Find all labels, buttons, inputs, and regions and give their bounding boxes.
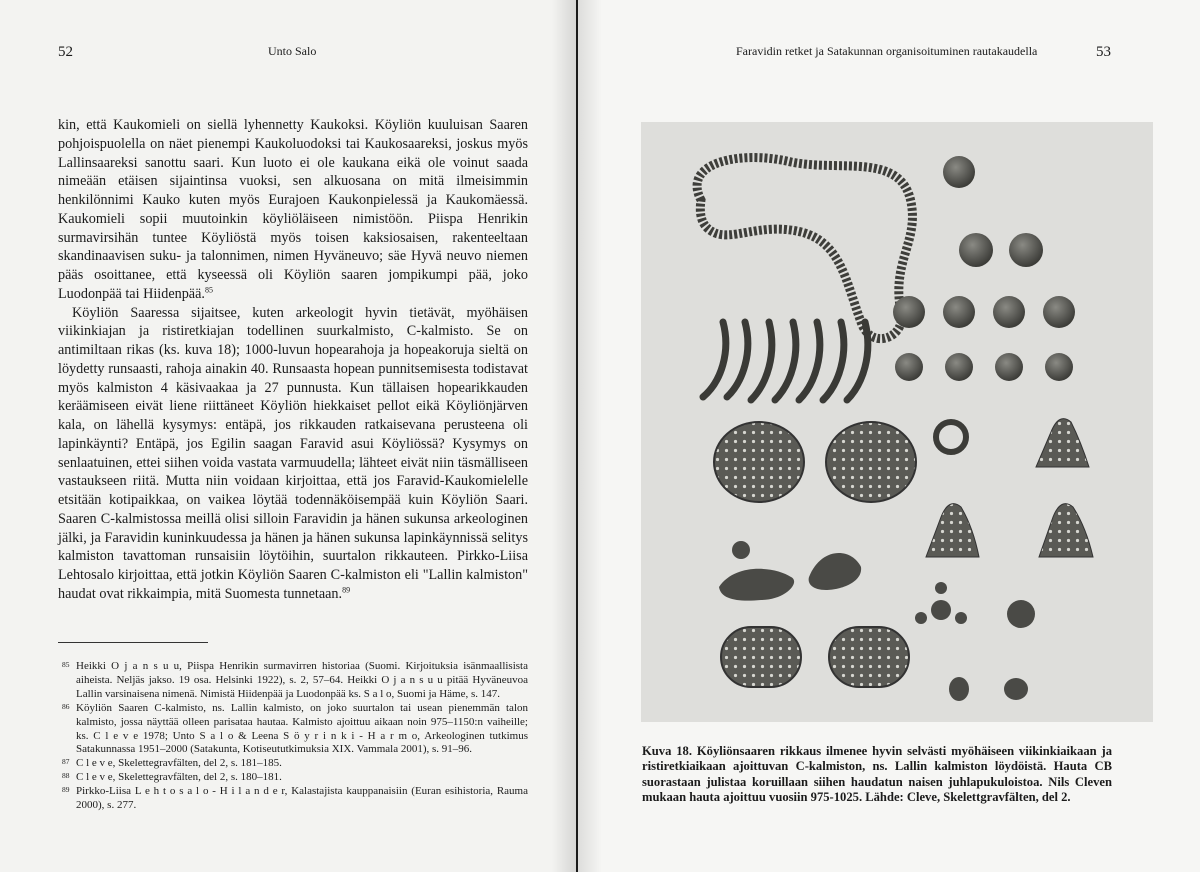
paragraph-2: Köyliön Saaressa sijaitsee, kuten arkeologit hyvin tietävät, myöhäisen viikinkiajan ja ristiretkiajan todellinen suurkalmisto, C-kalmisto. Se on antimiltaan rikas (ks. kuva 18); 1000-luvun hopearahoja ja hopeakoruja sieltä on löydetty runsaasti, rahoja ainakin 40. Runsaasta hopean punnitsemisesta todistavat myös kalmiston 4 käsivaakaa ja 27 punnusta. Kun tällaisen hopearikkauden keräämiseen eivät liene riittäneet Köyliön hiekkaiset pellot eikä Köyliönjärven kala, on lähellä kysymys: entäpä, jos rikkauden ratkaisevana perusteena oli lapinkäynti? Entäpä, jos Egilin saagan Faravid asui Köyliössä? Kysymys on senlaatuinen, ettei siihen voida vastata varmuudella; lähteet eivät niin täsmälliseen vastaukseen riitä. Mutta niin voidaan kirjoittaa, että jos Faravid-Kaukomielelle etsitään kotipaikkaa, on vaikea löytää todennäköisempää kuin Köyliön Saari. Saaren C-kalmistossa meillä olisi silloin Faravidin ja hänen sukunsa arkeologinen jälki, ja Faravidin kuninkuudessa ja hänen ja hänen sukunsa lapinkäynnissä selitys kalmiston tavattoman runsaisiin löytöihin, suurtalon rikkauteen. Pirkko-Liisa Lehtosalo kirjoittaa, että jotkin Köyliön Saaren C-kalmiston eli "Lallin kalmiston" haudat ovat rikkaimpia, mitä Suomesta tunnetaan.$^{89}$ (58, 304, 528, 602)
footnote-rule (58, 642, 208, 643)
paragraph-1: kin, että Kaukomieli on siellä lyhennetty Kaukoksi. Köyliön kuuluisan Saaren pohjoispuolella on näet pienempi Kaukoluodoksi tai Kaukosaareksi, joskus myös Lallinsaareksi sanottu saari. Kun luoto ei ole kaukana eikä ole voinut saada nimeään etäisen sijaintinsa vuoksi, sen alkuosana on mitä ilmeisimmin henkilönnimi Kauko kuten myös Eurajoen Kaukonpielessä ja Kaukomäessä. Kaukomieli sopii muutoinkin köyliöläiseen nimistöön. Piispa Henrikin surmavirsihän tuntee Köyliöstä myös toisen kaksiosaisen, rakenteeltaan skandinaavisen suku- ja talonnimen, nimen Hyväneuvo; säe Hyvä neuvo niemen pääs osoittanee, että kyseessä oli Köyliön saaren jompikumpi pää, joko Luodonpää tai Hiidenpää.$^{85}$ (58, 117, 528, 302)
artifact-photo (641, 122, 1153, 722)
running-head: Unto Salo (268, 44, 317, 58)
left-page (0, 0, 576, 872)
right-page (578, 0, 1200, 872)
body-text (58, 116, 528, 604)
footnote-87: 87 C l e v e, Skelettegravfälten, del 2, s. 181–185. (62, 757, 282, 770)
footnote-89: 89 Pirkko-Liisa L e h t o s a l o - H i l a n d e r, Kalastajista kauppanaisiin (Euran esihistoria, Rauma 2000), s. 277. (62, 785, 528, 812)
footnote-88: 88 C l e v e, Skelettegravfälten, del 2, s. 180–181. (62, 771, 282, 784)
oval-brooch-left (714, 422, 804, 502)
bracelet-right (829, 627, 909, 687)
running-head: Faravidin retket ja Satakunnan organisoituminen rautakaudella (736, 44, 1038, 58)
page-number: 52 (58, 44, 73, 60)
bracelet-left (721, 627, 801, 687)
oval-brooch-right (826, 422, 916, 502)
footnotes (58, 660, 528, 813)
footnote-85: 85 Heikki O j a n s u u, Piispa Henrikin surmavirren historiaa (Suomi. Kirjoituksia isänmaallisista aiheista. Neljäs jakso. 19 osa. Helsinki 1922), s. 2, 57–64. Heikki O j a n s u u pitää Hyväneuvoa Lallin varsinaisena nimenä. Nimistä Hiidenpää ja Luodonpää ks. S a l o, Suomi ja Häme, s. 147. (62, 660, 528, 700)
page-number: 53 (1096, 44, 1111, 60)
footnote-86: 86 Köyliön Saaren C-kalmisto, ns. Lallin kalmisto, on joko suurtalon tai usean pienemmän talon kalmisto, jossa näyttää olleen parisataa hautaa. Kalmisto ajoittuu aikaan noin 975–1150:n vaiheille; ks. C l e v e 1978; Unto S a l o & Leena S ö y r i n k i - H a r m o, Arkeologinen tutkimus Satakunnassa 1951–2000 (Satakunta, Kotiseututkimuksia XIX. Vammala 2001), s. 91–96. (62, 701, 528, 756)
figure-caption: Kuva 18. Köyliönsaaren rikkaus ilmenee hyvin selvästi myöhäiseen viikinkiaikaan ja ristiretkiaikaan ajoittuvan C-kalmiston, ns. Lallin kalmiston löydöistä. Hauta CB suorastaan julistaa koruillaan siihen haudatun naisen juhlapukuloistoa. Nils Cleven mukaan hauta ajoittuu vuosiin 975-1025. Lähde: Cleve, Skelettgravfälten, del 2. (642, 744, 1112, 805)
